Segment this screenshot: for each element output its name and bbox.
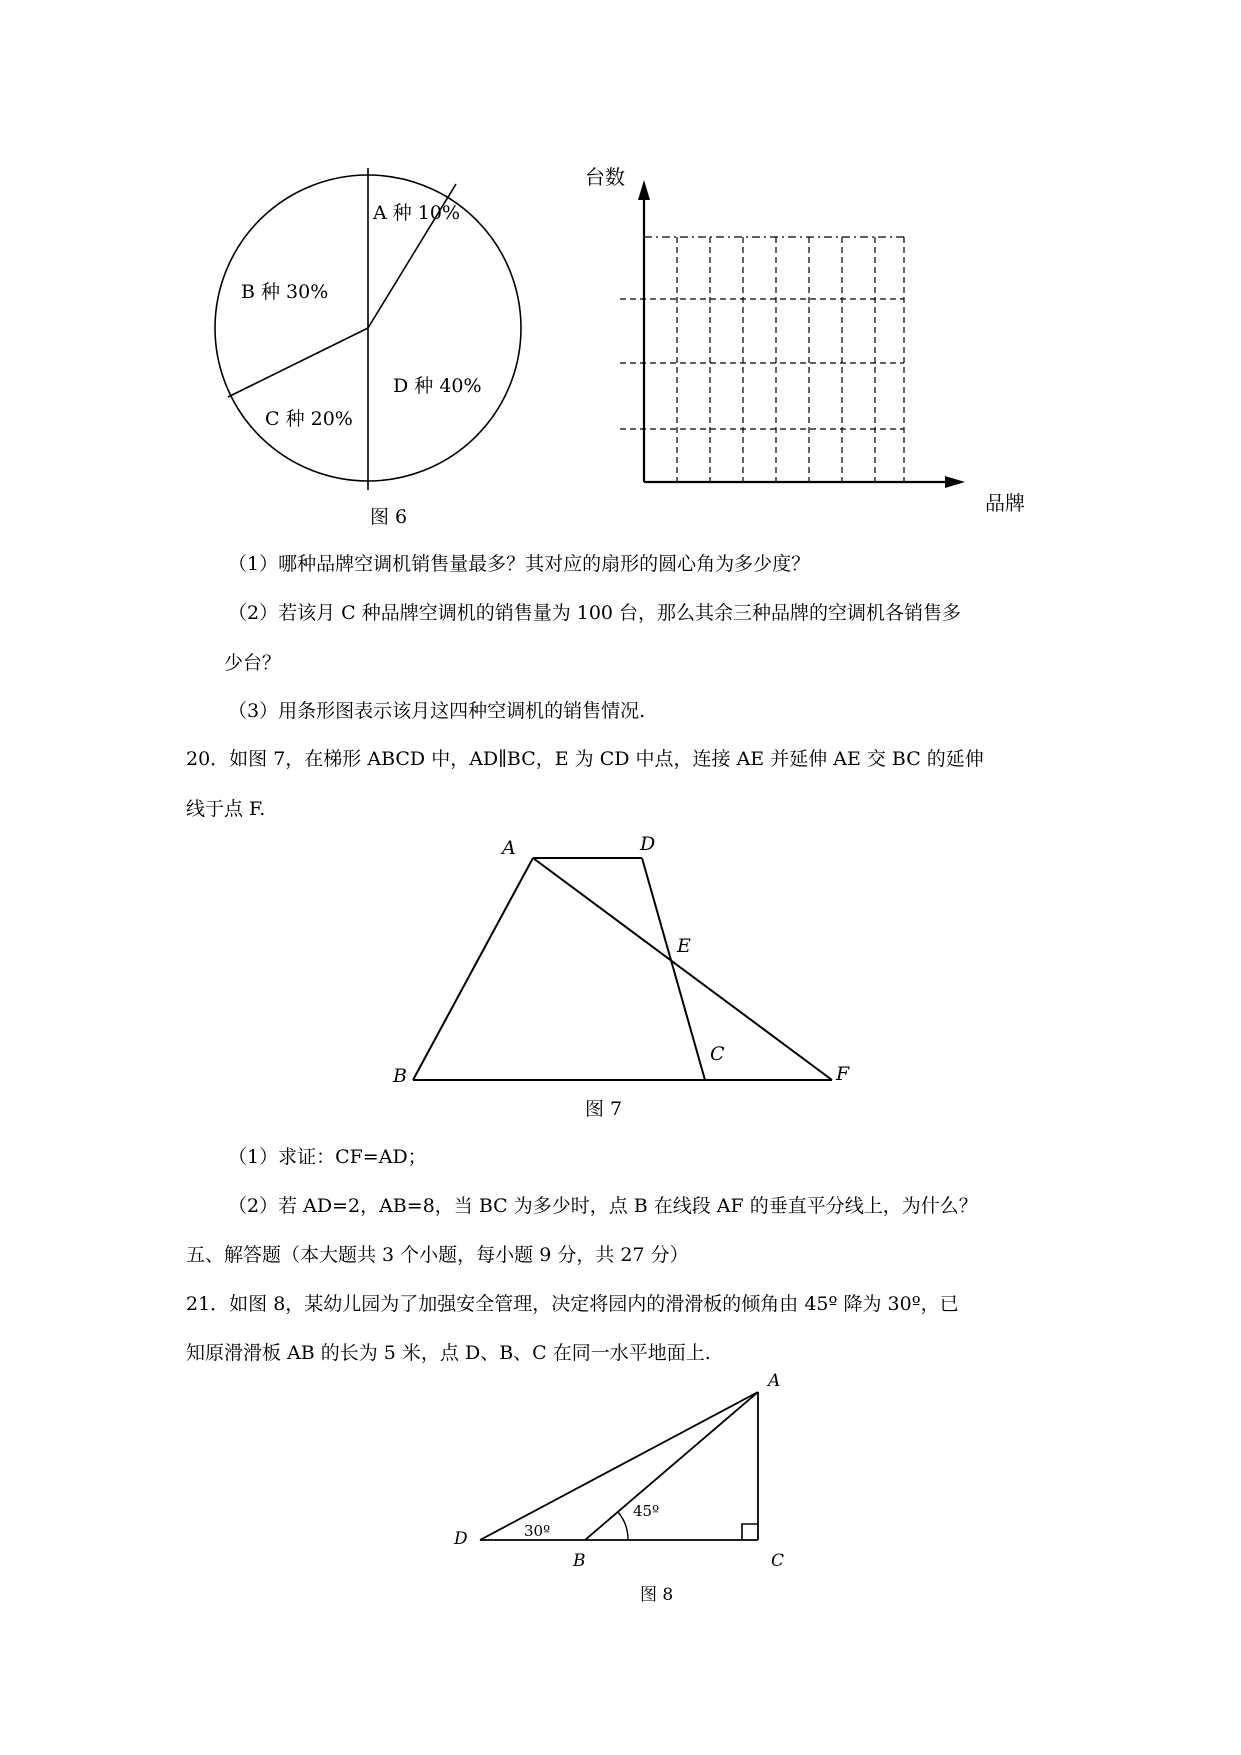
figure8-slide-diagram bbox=[450, 1370, 810, 1570]
point-label-a: A bbox=[768, 1371, 781, 1391]
point-label-d: D bbox=[640, 833, 656, 855]
segment-ab bbox=[585, 1392, 758, 1540]
right-angle-mark bbox=[742, 1524, 758, 1540]
x-axis-label: 品牌 bbox=[985, 491, 1025, 515]
figure8-caption: 图 8 bbox=[640, 1585, 674, 1605]
q20-line1: 20．如图 7，在梯形 ABCD 中，AD∥BC，E 为 CD 中点，连接 AE 并延伸 AE 交 BC 的延伸 bbox=[186, 748, 984, 770]
q21-line1: 21．如图 8，某幼儿园为了加强安全管理，决定将园内的滑滑板的倾角由 45º 降为 30º，已 bbox=[186, 1293, 959, 1315]
point-label-c: C bbox=[771, 1551, 785, 1571]
segment-dc bbox=[642, 858, 705, 1080]
pie-slice-label-d: D 种 40% bbox=[393, 375, 482, 397]
y-axis-label: 台数 bbox=[585, 165, 625, 189]
angle-label-30: 30º bbox=[524, 1522, 551, 1540]
point-label-b: B bbox=[573, 1551, 586, 1571]
segment-ab bbox=[413, 858, 533, 1080]
segment-ad bbox=[480, 1392, 758, 1540]
angle-label-45: 45º bbox=[633, 1502, 660, 1520]
pie-slice-label-b: B 种 30% bbox=[241, 281, 329, 303]
q20-part1: （1）求证：CF=AD； bbox=[228, 1146, 427, 1168]
q20-part2: （2）若 AD=2，AB=8，当 BC 为多少时，点 B 在线段 AF 的垂直平分线上，为什么？ bbox=[228, 1195, 978, 1217]
point-label-b: B bbox=[393, 1065, 407, 1087]
pie-slice-label-c: C 种 20% bbox=[265, 408, 353, 430]
figure7-trapezoid bbox=[390, 833, 870, 1100]
point-label-f: F bbox=[836, 1063, 850, 1085]
figure7-caption: 图 7 bbox=[585, 1098, 623, 1120]
q20-line2: 线于点 F. bbox=[186, 798, 266, 820]
point-label-c: C bbox=[710, 1043, 725, 1065]
angle-arc-45 bbox=[618, 1512, 628, 1540]
grid-verticals bbox=[677, 237, 904, 482]
point-label-a: A bbox=[502, 837, 516, 859]
figure6-pie-chart bbox=[208, 160, 528, 490]
figure6-bar-grid bbox=[570, 170, 990, 510]
point-label-d: D bbox=[454, 1529, 468, 1549]
y-axis-arrow-icon bbox=[638, 180, 650, 200]
pie-divider-bc bbox=[228, 328, 368, 397]
q19-part1: （1）哪种品牌空调机销售量最多？其对应的扇形的圆心角为多少度？ bbox=[228, 553, 811, 575]
q21-line2: 知原滑滑板 AB 的长为 5 米，点 D、B、C 在同一水平地面上. bbox=[186, 1342, 711, 1364]
q19-part2-line1: （2）若该月 C 种品牌空调机的销售量为 100 台，那么其余三种品牌的空调机各销售多 bbox=[228, 602, 962, 624]
point-label-e: E bbox=[677, 935, 691, 957]
q19-part3: （3）用条形图表示该月这四种空调机的销售情况. bbox=[228, 700, 646, 722]
pie-slice-label-a: A 种 10% bbox=[373, 202, 461, 224]
section5-heading: 五、解答题（本大题共 3 个小题，每小题 9 分，共 27 分） bbox=[186, 1244, 689, 1266]
segment-af bbox=[533, 858, 832, 1080]
figure6-caption: 图 6 bbox=[370, 506, 408, 528]
q19-part2-line2: 少台？ bbox=[224, 652, 282, 674]
x-axis-arrow-icon bbox=[945, 476, 965, 488]
